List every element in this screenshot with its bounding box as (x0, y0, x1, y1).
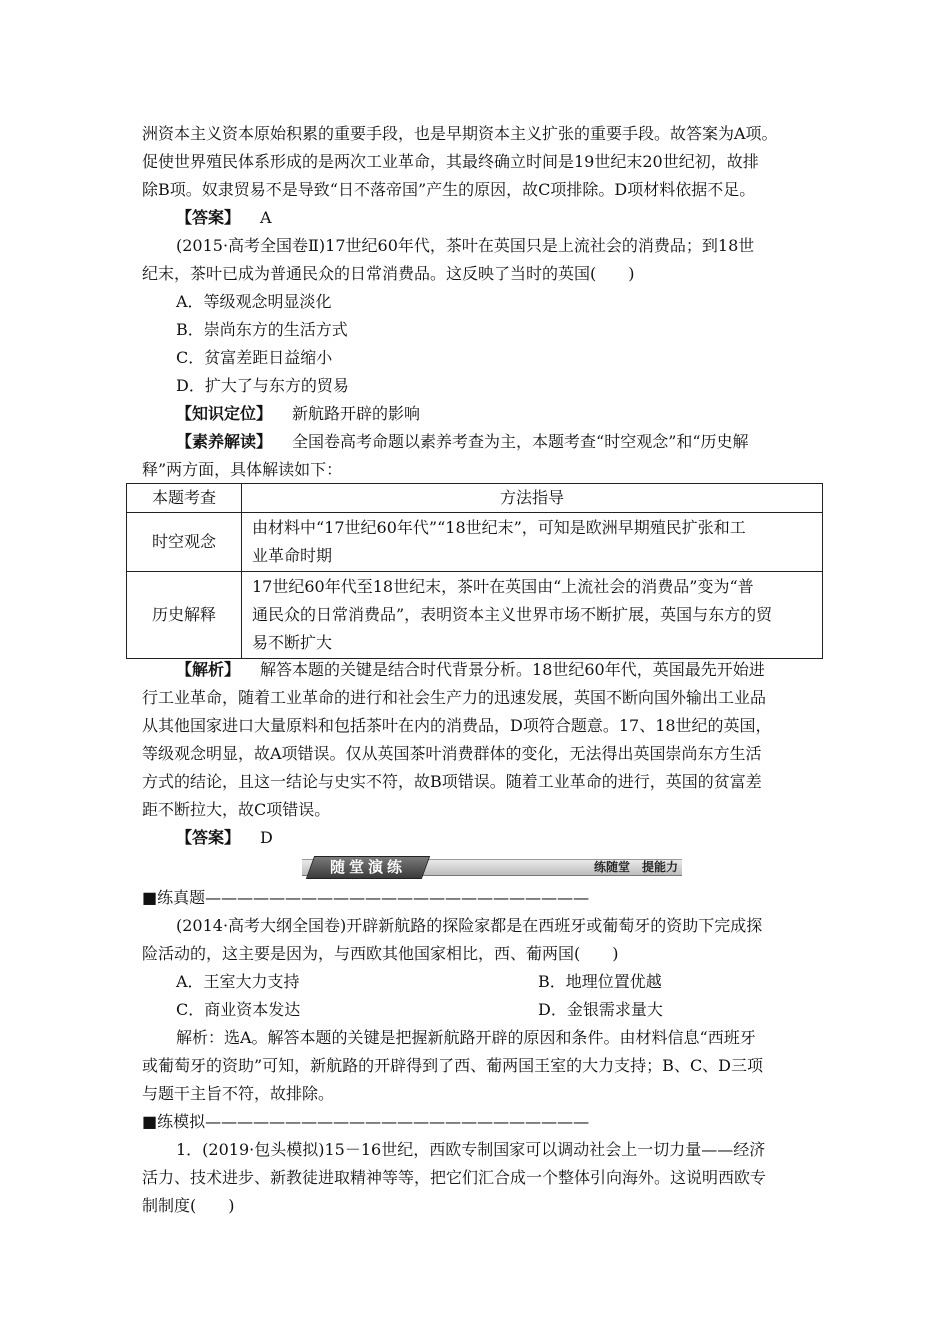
answer-value: D (260, 828, 273, 847)
text-line: 促使世界殖民体系形成的是两次工业革命，其最终确立时间是19世纪末20世纪初，故排 (142, 152, 759, 171)
cell-line: 业革命时期 (252, 546, 333, 565)
question-stem: 险活动的，这主要是因为，与西欧其他国家相比，西、葡两国( ) (142, 944, 619, 963)
question-stem: 1．(2019·包头模拟)15－16世纪，西欧专制国家可以调动社会上一切力量——经济 (176, 1140, 766, 1159)
question-stem: 活力、技术进步、新教徒进取精神等等，把它们汇合成一个整体引向海外。这说明西欧专 (142, 1168, 767, 1187)
answer-value: A (260, 208, 272, 227)
analysis-text: 解答本题的关键是结合时代背景分析。18世纪60年代，英国最先开始进 (260, 660, 765, 679)
literacy-line-2: 释”两方面，具体解读如下： (142, 460, 343, 479)
answer-line-2 (176, 828, 273, 848)
option-a: A．王室大力支持 (176, 972, 300, 991)
analysis-line: 方式的结论，且这一结论与史实不符，故B项错误。随着工业革命的进行，英国的贫富差 (142, 772, 762, 791)
table-header: 方法指导 (242, 484, 823, 513)
option-b: B．地理位置优越 (538, 972, 662, 991)
question-stem: 制制度( ) (142, 1196, 235, 1215)
cell-line: 易不断扩大 (252, 633, 333, 652)
answer-label: 【答案】 (176, 828, 241, 847)
analysis-table (126, 483, 823, 659)
section-banner (302, 856, 682, 878)
table-cell-guide (242, 572, 823, 659)
knowledge-value: 新航路开辟的影响 (292, 404, 421, 423)
text-line: 除B项。奴隶贸易不是导致“日不落帝国”产生的原因，故C项排除。D项材料依据不足。 (142, 180, 756, 199)
literacy-text: 全国卷高考命题以素养考查为主，本题考查“时空观念”和“历史解 (292, 432, 749, 451)
question-stem: (2014·高考大纲全国卷)开辟新航路的探险家都是在西班牙或葡萄牙的资助下完成探 (176, 916, 763, 935)
solution-line: 与题干主旨不符，故排除。 (142, 1084, 335, 1103)
option-b: B．崇尚东方的生活方式 (176, 320, 348, 339)
option-d: D．金银需求量大 (538, 1000, 663, 1019)
answer-label: 【答案】 (176, 208, 241, 227)
table-cell-topic: 时空观念 (127, 513, 242, 572)
knowledge-line (176, 404, 420, 424)
table-header-row (127, 484, 823, 513)
option-d: D．扩大了与东方的贸易 (176, 376, 349, 395)
literacy-label: 【素养解读】 (176, 432, 273, 451)
banner-title: 随堂演练 (329, 858, 406, 876)
solution-line: 或葡萄牙的资助”可知，新航路的开辟得到了西、葡两国王室的大力支持；B、C、D三项 (142, 1056, 764, 1075)
table-row (127, 513, 823, 572)
answer-line-1 (176, 208, 272, 228)
cell-line: 17世纪60年代至18世纪末，茶叶在英国由“上流社会的消费品”变为“普 (252, 577, 754, 596)
question-stem: (2015·高考全国卷Ⅱ)17世纪60年代，茶叶在英国只是上流社会的消费品；到18世 (176, 236, 755, 255)
table-row (127, 572, 823, 659)
table-cell-guide (242, 513, 823, 572)
text-line: 洲资本主义资本原始积累的重要手段，也是早期资本主义扩张的重要手段。故答案为A项。 (142, 124, 778, 143)
analysis-label: 【解析】 (176, 660, 241, 679)
analysis-line: 行工业革命，随着工业革命的进行和社会生产力的迅速发展，英国不断向国外输出工业品 (142, 688, 767, 707)
banner-title-tag (306, 856, 430, 879)
analysis-line (176, 660, 765, 680)
solution-line: 解析：选A。解答本题的关键是把握新航路开辟的原因和条件。由材料信息“西班牙 (176, 1028, 756, 1047)
table-header: 本题考查 (127, 484, 242, 513)
knowledge-label: 【知识定位】 (176, 404, 273, 423)
option-a: A．等级观念明显淡化 (176, 292, 332, 311)
cell-line: 由材料中“17世纪60年代”“18世纪末”，可知是欧洲早期殖民扩张和工 (252, 518, 746, 537)
banner-subtitle: 练随堂 提能力 (593, 860, 678, 874)
option-c: C．商业资本发达 (176, 1000, 301, 1019)
analysis-line: 距不断拉大，故C项错误。 (142, 800, 331, 819)
option-c: C．贫富差距日益缩小 (176, 348, 333, 367)
table-cell-topic: 历史解释 (127, 572, 242, 659)
section-heading-real: ■练真题———————————————————————— (142, 888, 590, 907)
section-heading-mock: ■练模拟———————————————————————— (142, 1112, 590, 1131)
analysis-line: 从其他国家进口大量原料和包括茶叶在内的消费品，D项符合题意。17、18世纪的英国， (142, 716, 772, 735)
literacy-line (176, 432, 749, 452)
analysis-line: 等级观念明显，故A项错误。仅从英国茶叶消费群体的变化，无法得出英国崇尚东方生活 (142, 744, 762, 763)
question-stem: 纪末，茶叶已成为普通民众的日常消费品。这反映了当时的英国( ) (142, 264, 635, 283)
cell-line: 通民众的日常消费品”，表明资本主义世界市场不断扩展，英国与东方的贸 (252, 605, 773, 624)
